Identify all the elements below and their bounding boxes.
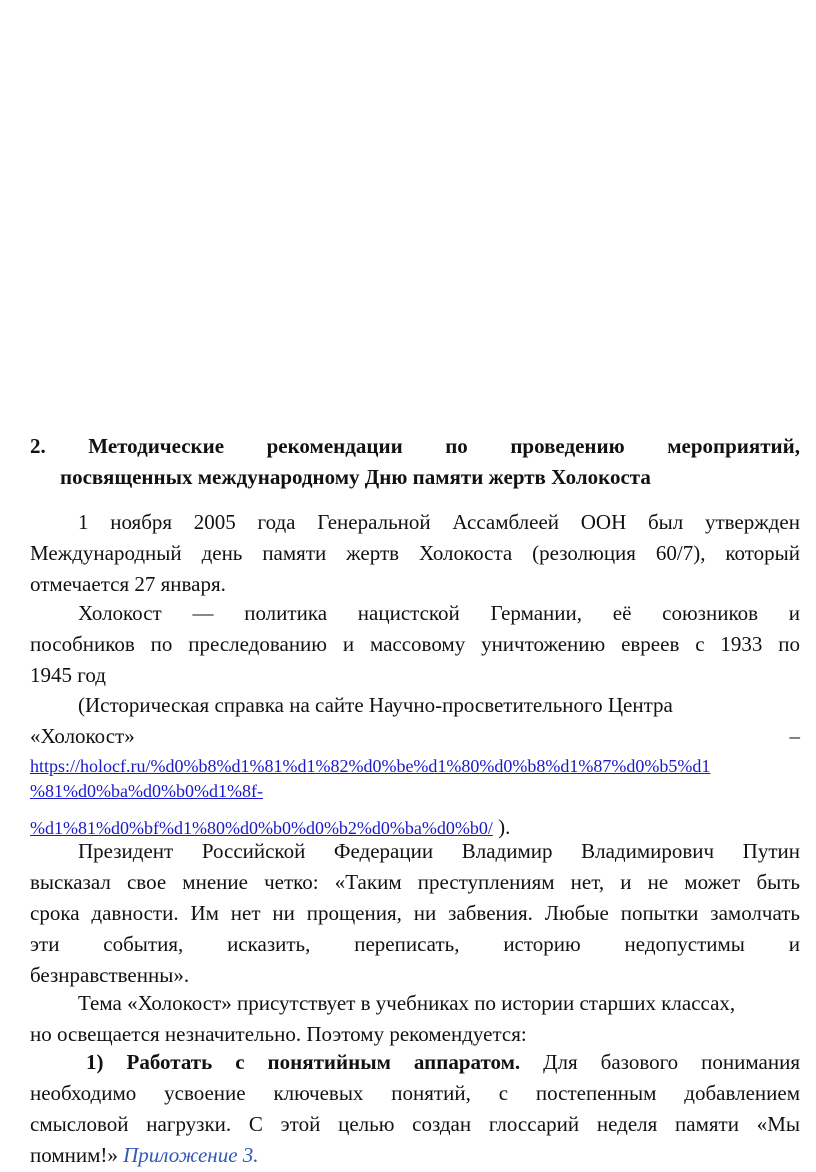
reference-url-line-2: [30, 778, 800, 812]
text-line: 1945 год: [30, 663, 106, 687]
text-line: отмечается 27 января.: [30, 572, 226, 596]
paragraph-holocaust-definition: [30, 598, 800, 691]
item-line-1: [30, 1047, 800, 1078]
heading-line-2: посвященных международному Дню памяти жертв Холокоста: [60, 465, 651, 489]
reference-link-part-3[interactable]: %d1%81%d0%bf%d1%80%d0%b0%d0%b2%d0%ba%d0%b0/: [30, 818, 493, 838]
reference-line-2: [30, 721, 800, 752]
paragraph-un-resolution: [30, 507, 800, 600]
item-bold-lead: 1) Работать с понятийным аппаратом.: [86, 1050, 521, 1074]
text-line: но освещается незначительно. Поэтому рекомендуется:: [30, 1022, 527, 1046]
reference-block: [30, 690, 800, 843]
item-rest: Для базового понимания: [520, 1050, 800, 1074]
text-line: смысловой нагрузки. С этой целью создан глоссарий неделя памяти «Мы: [30, 1112, 800, 1136]
reference-url-line-1: [30, 752, 800, 778]
text-line: высказал свое мнение четко: «Таким преступлениям нет, и не может быть: [30, 870, 800, 894]
text-line: необходимо усвоение ключевых понятий, с постепенным добавлением: [30, 1081, 800, 1105]
text-line: Международный день памяти жертв Холокоста (резолюция 60/7), который: [30, 541, 800, 565]
recommendation-item-1: [30, 1047, 800, 1171]
appendix-link[interactable]: Приложение 3.: [123, 1143, 259, 1167]
reference-closing: ).: [492, 815, 511, 839]
text-line: эти события, исказить, переписать, историю недопустимы и: [30, 932, 800, 956]
paragraph-textbooks: [30, 988, 800, 1050]
text-line: срока давности. Им нет ни прощения, ни забвения. Любые попытки замолчать: [30, 901, 800, 925]
item-line-4: [30, 1140, 800, 1171]
reference-link-part-1[interactable]: https://holocf.ru/%d0%b8%d1%81%d1%82%d0%be%d1%80%d0%b8%d1%87%d0%b5%d1: [30, 756, 711, 776]
heading-line-1: 2. Методические рекомендации по проведению мероприятий,: [30, 434, 800, 458]
section-heading: [30, 431, 800, 493]
reference-link-part-2[interactable]: %81%d0%ba%d0%b0%d1%8f-: [30, 781, 263, 801]
paragraph-putin-quote: [30, 836, 800, 991]
item-text: помним!»: [30, 1143, 124, 1167]
text-line: Тема «Холокост» присутствует в учебниках по истории старших классах,: [78, 991, 736, 1015]
reference-site-name: «Холокост»: [30, 724, 135, 748]
text-line: 1 ноября 2005 года Генеральной Ассамблеей ООН был утвержден: [78, 510, 800, 534]
text-line: Президент Российской Федерации Владимир Владимирович Путин: [78, 839, 800, 863]
text-line: безнравственны».: [30, 963, 190, 987]
text-line: Холокост — политика нацистской Германии, её союзников и: [78, 601, 800, 625]
reference-line-1: (Историческая справка на сайте Научно-просветительного Центра: [78, 693, 673, 717]
text-line: пособников по преследованию и массовому уничтожению евреев с 1933 по: [30, 632, 800, 656]
reference-dash: –: [789, 724, 800, 748]
